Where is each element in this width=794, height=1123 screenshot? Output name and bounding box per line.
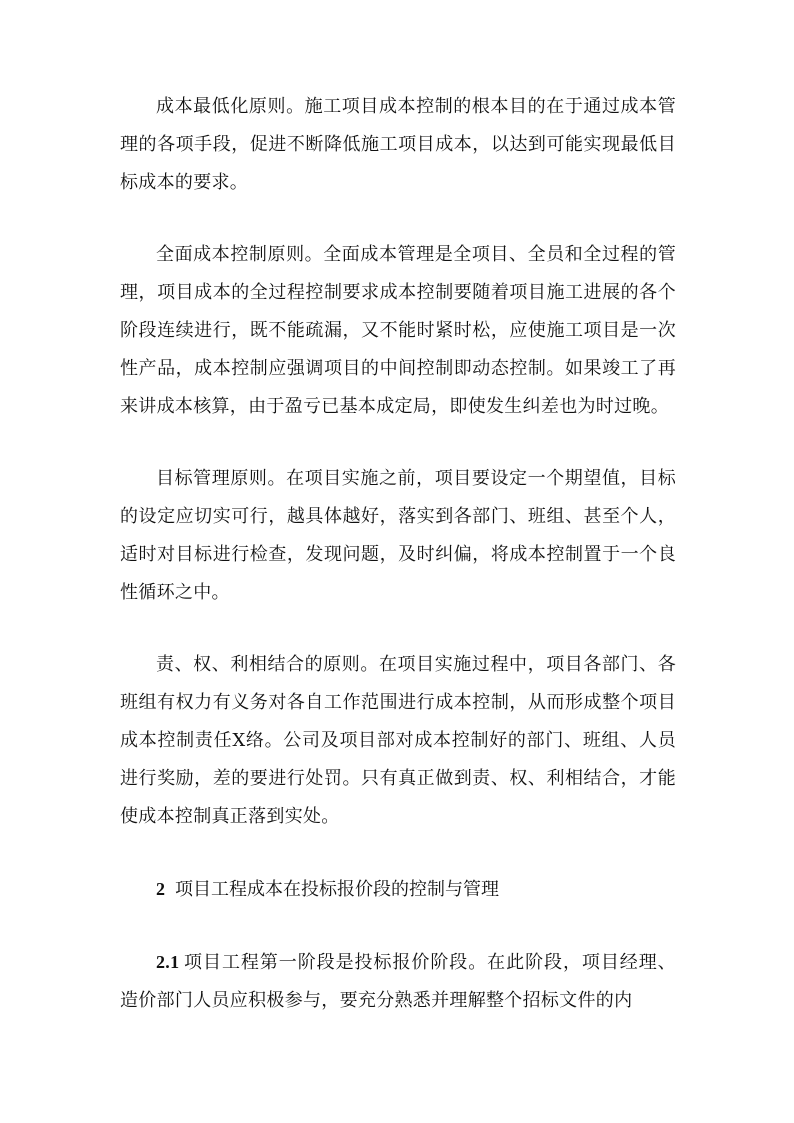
paragraph-comprehensive-cost-control: 全面成本控制原则。全面成本管理是全项目、全员和全过程的管理，项目成本的全过程控制要求成本控制要随着项目施工进展的各个阶段连续进行，既不能疏漏，又不能时紧时松，应使施工项目是一次性产品，成本控制应强调项目的中间控制即动态控制。如果竣工了再来讲成本核算，由于盈亏已基本成定局，即使发生纠差也为时过晚。 bbox=[120, 244, 676, 417]
document-body bbox=[120, 88, 676, 1054]
paragraph-responsibility-rights: 责、权、利相结合的原则。在项目实施过程中，项目各部门、各班组有权力有义务对各自工作范围进行成本控制，从而形成整个项目成本控制责任X络。公司及项目部对成本控制好的部门、班组、人员进行奖励，差的要进行处罚。只有真正做到责、权、利相结合，才能使成本控制真正落到实处。 bbox=[120, 654, 676, 827]
paragraph-target-management: 目标管理原则。在项目实施之前，项目要设定一个期望值，目标的设定应切实可行，越具体越好，落实到各部门、班组、甚至个人，适时对目标进行检查，发现问题，及时纠偏，将成本控制置于一个良性循环之中。 bbox=[120, 468, 676, 603]
section-heading bbox=[120, 870, 676, 909]
subsection-text: 项目工程第一阶段是投标报价阶段。在此阶段，项目经理、造价部门人员应积极参与，要充分熟悉并理解整个招标文件的内 bbox=[120, 952, 676, 1011]
subsection-number: 2.1 bbox=[156, 952, 180, 972]
section-number: 2 bbox=[156, 879, 165, 899]
subsection-paragraph bbox=[120, 943, 676, 1020]
paragraph-cost-minimization: 成本最低化原则。施工项目成本控制的根本目的在于通过成本管理的各项手段，促进不断降低施工项目成本，以达到可能实现最低目标成本的要求。 bbox=[120, 96, 676, 193]
section-title: 项目工程成本在投标报价段的控制与管理 bbox=[175, 879, 499, 900]
